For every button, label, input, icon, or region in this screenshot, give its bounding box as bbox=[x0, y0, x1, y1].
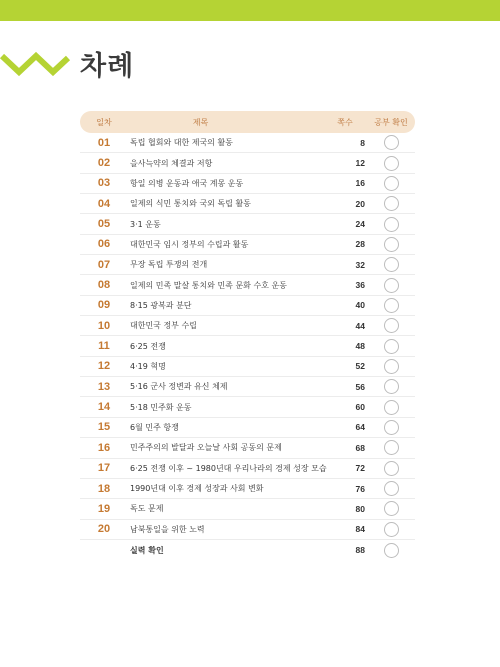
page-number: 48 bbox=[355, 341, 365, 352]
lesson-number: 07 bbox=[97, 258, 111, 271]
page-number: 8 bbox=[360, 137, 365, 148]
table-row bbox=[80, 377, 415, 397]
study-check-cell bbox=[367, 278, 415, 293]
study-check-cell bbox=[367, 176, 415, 191]
table-row bbox=[80, 438, 415, 458]
column-header-title: 제목 bbox=[192, 117, 209, 127]
table-row bbox=[80, 133, 415, 153]
lesson-title: 5·18 민주화 운동 bbox=[130, 402, 192, 412]
study-check-circle[interactable] bbox=[384, 237, 399, 252]
page-number: 24 bbox=[355, 219, 365, 230]
lesson-title: 남북통일을 위한 노력 bbox=[130, 524, 205, 534]
study-check-cell bbox=[367, 135, 415, 150]
study-check-cell bbox=[367, 318, 415, 333]
page-number: 56 bbox=[355, 381, 365, 392]
lesson-title: 독도 문제 bbox=[130, 504, 164, 514]
page-number: 68 bbox=[355, 442, 365, 453]
table-row bbox=[80, 336, 415, 356]
column-header-check: 공부 확인 bbox=[374, 117, 408, 127]
lesson-title: 1990년대 이후 경제 성장과 사회 변화 bbox=[130, 484, 264, 494]
table-body bbox=[80, 133, 415, 560]
lesson-title: 무장 독립 투쟁의 전개 bbox=[130, 260, 208, 270]
study-check-circle[interactable] bbox=[384, 481, 399, 496]
page-number: 64 bbox=[355, 422, 365, 433]
study-check-circle[interactable] bbox=[384, 196, 399, 211]
lesson-number: 18 bbox=[97, 482, 111, 495]
lesson-number: 14 bbox=[97, 401, 111, 414]
lesson-title: 독립 협회와 대한 제국의 활동 bbox=[130, 138, 233, 148]
lesson-number: 03 bbox=[97, 177, 111, 190]
lesson-title: 4·19 혁명 bbox=[130, 361, 166, 371]
study-check-circle[interactable] bbox=[384, 461, 399, 476]
lesson-title: 일제의 민족 말살 통치와 민족 문화 수호 운동 bbox=[130, 280, 287, 290]
table-row bbox=[80, 194, 415, 214]
page-number: 72 bbox=[355, 463, 365, 474]
page-number: 88 bbox=[355, 545, 365, 556]
table-row bbox=[80, 214, 415, 234]
study-check-cell bbox=[367, 543, 415, 558]
table-header bbox=[80, 111, 415, 133]
lesson-number: 01 bbox=[97, 136, 111, 149]
column-header-page: 쪽수 bbox=[337, 117, 353, 127]
study-check-cell bbox=[367, 217, 415, 232]
study-check-circle[interactable] bbox=[384, 176, 399, 191]
top-color-bar bbox=[0, 0, 500, 21]
study-check-cell bbox=[367, 379, 415, 394]
page-number: 76 bbox=[355, 483, 365, 494]
study-check-circle[interactable] bbox=[384, 379, 399, 394]
table-row bbox=[80, 255, 415, 275]
study-check-circle[interactable] bbox=[384, 135, 399, 150]
lesson-title: 실력 확인 bbox=[130, 545, 164, 555]
lesson-title: 6·25 전쟁 bbox=[130, 341, 166, 351]
page-number: 80 bbox=[355, 503, 365, 514]
study-check-cell bbox=[367, 339, 415, 354]
page-header bbox=[0, 43, 134, 83]
lesson-number: 17 bbox=[97, 462, 111, 475]
study-check-circle[interactable] bbox=[384, 278, 399, 293]
table-of-contents bbox=[80, 111, 415, 560]
lesson-number: 09 bbox=[97, 299, 111, 312]
table-row bbox=[80, 540, 415, 560]
table-row bbox=[80, 397, 415, 417]
study-check-cell bbox=[367, 461, 415, 476]
study-check-cell bbox=[367, 481, 415, 496]
study-check-cell bbox=[367, 237, 415, 252]
study-check-circle[interactable] bbox=[384, 522, 399, 537]
page-number: 36 bbox=[355, 280, 365, 291]
lesson-title: 대한민국 임시 정부의 수립과 활동 bbox=[130, 239, 249, 249]
page-number: 84 bbox=[355, 524, 365, 535]
study-check-circle[interactable] bbox=[384, 543, 399, 558]
lesson-title: 5·16 군사 정변과 유신 체제 bbox=[130, 382, 228, 392]
lesson-title: 대한민국 정부 수립 bbox=[130, 321, 197, 331]
lesson-title: 8·15 광복과 분단 bbox=[130, 300, 192, 310]
lesson-number: 19 bbox=[97, 502, 111, 515]
page-number: 20 bbox=[355, 198, 365, 209]
study-check-circle[interactable] bbox=[384, 359, 399, 374]
lesson-number: 06 bbox=[97, 238, 111, 251]
lesson-title: 6월 민주 항쟁 bbox=[130, 422, 179, 432]
lesson-title: 일제의 식민 통치와 국외 독립 활동 bbox=[130, 199, 251, 209]
lesson-title: 을사늑약의 체결과 저항 bbox=[130, 158, 213, 168]
lesson-number: 15 bbox=[97, 421, 111, 434]
study-check-cell bbox=[367, 257, 415, 272]
lesson-number: 20 bbox=[97, 523, 111, 536]
page-number: 28 bbox=[355, 239, 365, 250]
page-number: 40 bbox=[355, 300, 365, 311]
study-check-cell bbox=[367, 501, 415, 516]
lesson-number: 12 bbox=[97, 360, 111, 373]
table-row bbox=[80, 357, 415, 377]
page-number: 16 bbox=[355, 178, 365, 189]
lesson-title: 항일 의병 운동과 애국 계몽 운동 bbox=[130, 178, 244, 188]
lesson-number: 05 bbox=[97, 218, 111, 231]
study-check-circle[interactable] bbox=[384, 400, 399, 415]
study-check-cell bbox=[367, 522, 415, 537]
table-row bbox=[80, 520, 415, 540]
page-number: 12 bbox=[355, 158, 365, 169]
table-row bbox=[80, 174, 415, 194]
study-check-circle[interactable] bbox=[384, 440, 399, 455]
study-check-circle[interactable] bbox=[384, 217, 399, 232]
lesson-number: 08 bbox=[97, 279, 111, 292]
lesson-title: 민주주의의 발달과 오늘날 사회 공동의 문제 bbox=[130, 443, 282, 453]
study-check-cell bbox=[367, 400, 415, 415]
page-number: 32 bbox=[355, 259, 365, 270]
study-check-circle[interactable] bbox=[384, 257, 399, 272]
study-check-cell bbox=[367, 156, 415, 171]
table-row bbox=[80, 499, 415, 519]
study-check-circle[interactable] bbox=[384, 339, 399, 354]
table-row bbox=[80, 275, 415, 295]
study-check-cell bbox=[367, 420, 415, 435]
page-number: 44 bbox=[355, 320, 365, 331]
lesson-title: 3·1 운동 bbox=[130, 219, 161, 229]
page-number: 60 bbox=[355, 402, 365, 413]
study-check-circle[interactable] bbox=[384, 318, 399, 333]
table-row bbox=[80, 418, 415, 438]
study-check-cell bbox=[367, 298, 415, 313]
study-check-circle[interactable] bbox=[384, 156, 399, 171]
lesson-number: 16 bbox=[97, 441, 111, 454]
page-number: 52 bbox=[355, 361, 365, 372]
table-row bbox=[80, 235, 415, 255]
lesson-number: 11 bbox=[98, 340, 110, 353]
lesson-number: 13 bbox=[97, 380, 111, 393]
study-check-cell bbox=[367, 196, 415, 211]
study-check-cell bbox=[367, 440, 415, 455]
lesson-number: 02 bbox=[97, 157, 111, 170]
table-row bbox=[80, 153, 415, 173]
study-check-cell bbox=[367, 359, 415, 374]
zigzag-logo-icon bbox=[0, 48, 70, 78]
lesson-title: 6·25 전쟁 이후 ~ 1980년대 우리나라의 경제 성장 모습 bbox=[130, 463, 327, 473]
table-row bbox=[80, 316, 415, 336]
page-title: 차례 bbox=[80, 50, 135, 82]
lesson-number: 04 bbox=[97, 197, 111, 210]
study-check-circle[interactable] bbox=[384, 298, 399, 313]
lesson-number: 10 bbox=[97, 319, 111, 332]
table-row bbox=[80, 296, 415, 316]
study-check-circle[interactable] bbox=[384, 420, 399, 435]
column-header-day: 일차 bbox=[96, 117, 112, 127]
study-check-circle[interactable] bbox=[384, 501, 399, 516]
table-row bbox=[80, 479, 415, 499]
table-row bbox=[80, 459, 415, 479]
